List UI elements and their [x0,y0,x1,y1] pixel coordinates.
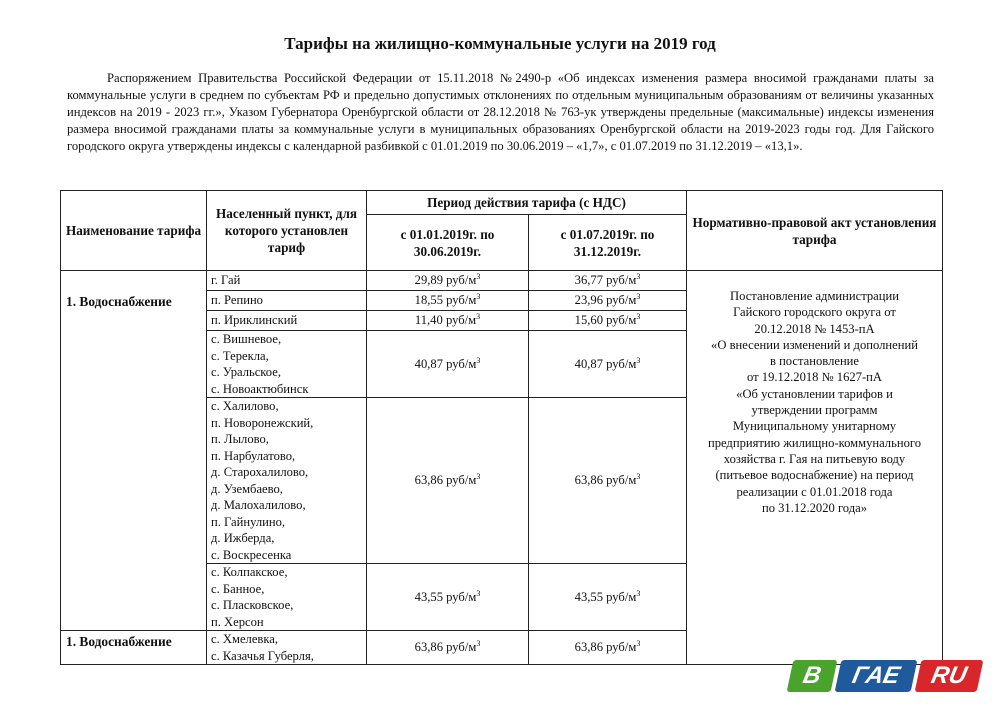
tariff-value-h1 [367,398,529,564]
page-title: Тарифы на жилищно-коммунальные услуги на 2019 год [284,34,716,53]
tariff-unit: руб/м [446,589,477,604]
place-name: п. Херсон [211,614,264,629]
logo-part-v: В [787,660,838,692]
tariff-name-cell: 1. Водоснабжение [61,271,207,631]
tariff-value-h2 [529,631,687,665]
table-row [61,271,943,291]
legal-act-line: Муниципальному унитарному [732,419,897,434]
unit-exponent: 3 [476,588,481,598]
tariff-unit: руб/м [446,473,477,487]
legal-act-line: от 19.12.2018 № 1627-пА [747,370,882,385]
unit-exponent: 3 [636,291,641,301]
tariff-unit: руб/м [446,273,477,287]
tariff-value-h2 [529,331,687,398]
legal-act-line: предприятию жилищно-коммунального [707,435,922,450]
tariff-amount: 63,86 [574,640,604,654]
place-name: п. Новоронежский, [211,415,314,430]
place-name: с. Колпакское, [211,565,288,579]
place-name: д. Старохалилово, [211,465,309,479]
legal-act-line: Постановление администрации [730,289,899,303]
legal-act-line: реализации с 01.01.2018 года [736,484,893,499]
place-cell [207,631,367,665]
place-name: с. Хмелевка, [211,632,279,646]
tariff-amount: 63,86 [574,473,604,487]
place-name: с. Халилово, [211,399,279,413]
header-name: Наименование тарифа [61,191,207,271]
tariff-amount: 40,87 [574,356,604,371]
tariff-unit: руб/м [446,640,477,654]
place-cell [207,311,367,331]
place-name: п. Нарбулатово, [211,448,296,463]
tariff-amount: 43,55 [574,589,604,604]
unit-exponent: 3 [636,638,641,648]
tariff-value-h1 [367,631,529,665]
unit-exponent: 3 [476,471,481,481]
tariff-amount: 63,86 [414,473,444,487]
place-name: д. Узембаево, [211,481,283,496]
tariff-amount: 43,55 [414,589,444,604]
tariff-name-cell: 1. Водоснабжение [61,631,207,665]
logo-part-ru [915,660,984,692]
tariff-value-h1 [367,291,529,311]
tariff-unit: руб/м [606,640,637,654]
unit-exponent: 3 [636,471,641,481]
tariff-unit: руб/м [606,589,637,604]
tariff-unit: руб/м [606,473,637,487]
legal-act-line: (питьевое водоснабжение) на период [715,468,914,483]
tariff-amount: 40,87 [414,356,444,371]
tariff-value-h1 [367,331,529,398]
legal-act-line: Гайского городского округа от [733,305,896,320]
tariff-value-h2 [529,271,687,291]
place-cell [207,331,367,398]
tariff-unit: руб/м [445,313,477,327]
unit-exponent: 3 [476,355,481,365]
place-cell [207,564,367,631]
tariff-value-h1 [367,564,529,631]
tariff-value-h1 [367,311,529,331]
place-name: с. Уральское, [211,365,281,379]
place-cell [207,271,367,291]
table-body [61,271,943,665]
tariff-amount: 29,89 [414,273,444,287]
place-name: д. Малохалилово, [211,498,306,512]
unit-exponent: 3 [636,355,641,365]
unit-exponent: 3 [476,638,481,648]
tariff-table [60,190,943,665]
logo-part-gae: ГАЕ [835,660,918,692]
tariff-unit: руб/м [446,356,477,371]
tariff-unit: руб/м [446,293,477,307]
legal-act-line: «Об установлении тарифов и [736,386,893,401]
unit-exponent: 3 [636,588,641,598]
legal-act-line: утверждении программ [751,403,878,418]
intro-text: Распоряжением Правительства Российской Федерации от 15.11.2018 №2490-р «Об индексах изменения размера вносимой гражданами платы за коммунальные услуги в среднем по субъектам РФ и предельно допустимых отклонениях по отдельным муниципальным образованиям от величины указанных индексов на 2019 - 2023 гг.», Указом Губернатора Оренбургской области от 28.12.2018 № 763-ук утверждены предельные (максимальные) индексы изменения размера вносимой гражданами платы за коммунальные услуги в муниципальных образованиях Оренбургской области на 2019-2023 годы год. Для Гайского городского округа утверждены индексы с календарной разбивкой с 01.01.2019 по 30.06.2019 – «1,7», с 01.07.2019 по 31.12.2019 – «13,1». [67,71,934,153]
unit-exponent: 3 [476,271,481,281]
tariff-amount: 23,96 [574,293,604,307]
unit-exponent: 3 [636,311,641,321]
place-name: с. Новоактюбинск [211,381,309,396]
place-name: п. Репино [211,293,263,308]
place-name: с. Банное, [211,581,265,596]
place-name: с. Казачья Губерля, [211,648,314,663]
tariff-value-h2 [529,291,687,311]
legal-act-line: по 31.12.2020 года» [761,500,868,515]
vgae-logo [790,660,980,694]
header-act: Нормативно-правовой акт установления тарифа [687,191,943,271]
place-name: с. Терекла, [211,348,269,363]
place-name: п. Лылово, [211,432,269,446]
intro-paragraph [67,70,934,155]
unit-exponent: 3 [476,311,481,321]
header-period-1: с 01.01.2019г. по 30.06.2019г. [367,215,529,271]
legal-act-line: хозяйства г. Гая на питьевую воду [723,451,906,466]
logo-ru-text: RU [928,662,970,689]
header-place: Населенный пункт, для которого установлен тариф [207,191,367,271]
header-period-2: с 01.07.2019г. по 31.12.2019г. [529,215,687,271]
place-name: д. Ижберда, [211,531,275,545]
place-name: п. Ириклинский [211,313,298,328]
tariff-unit: руб/м [606,273,637,287]
legal-act-line: 20.12.2018 № 1453-пА [754,321,875,336]
tariff-amount: 11,40 [414,313,443,327]
tariff-value-h2 [529,398,687,564]
header-period: Период действия тарифа (с НДС) [367,191,687,215]
tariff-amount: 18,55 [414,293,444,307]
tariff-amount: 15,60 [574,313,604,327]
place-name: с. Воскресенка [211,547,292,562]
place-cell [207,398,367,564]
place-name: г. Гай [211,273,241,288]
tariff-value-h2 [529,311,687,331]
tariff-amount: 63,86 [414,640,444,654]
unit-exponent: 3 [636,271,641,281]
tariff-unit: руб/м [606,356,637,371]
tariff-amount: 36,77 [574,273,604,287]
tariff-unit: руб/м [606,293,637,307]
place-cell [207,291,367,311]
legal-act-line: в постановление [769,354,860,369]
unit-exponent: 3 [476,291,481,301]
tariff-value-h1 [367,271,529,291]
legal-act-line: «О внесении изменений и дополнений [711,337,918,352]
place-name: п. Гайнулино, [211,514,286,529]
tariff-unit: руб/м [606,313,637,327]
tariff-value-h2 [529,564,687,631]
legal-act-cell [687,271,943,665]
place-name: с. Пласковское, [211,598,294,612]
place-name: с. Вишневое, [211,332,282,346]
